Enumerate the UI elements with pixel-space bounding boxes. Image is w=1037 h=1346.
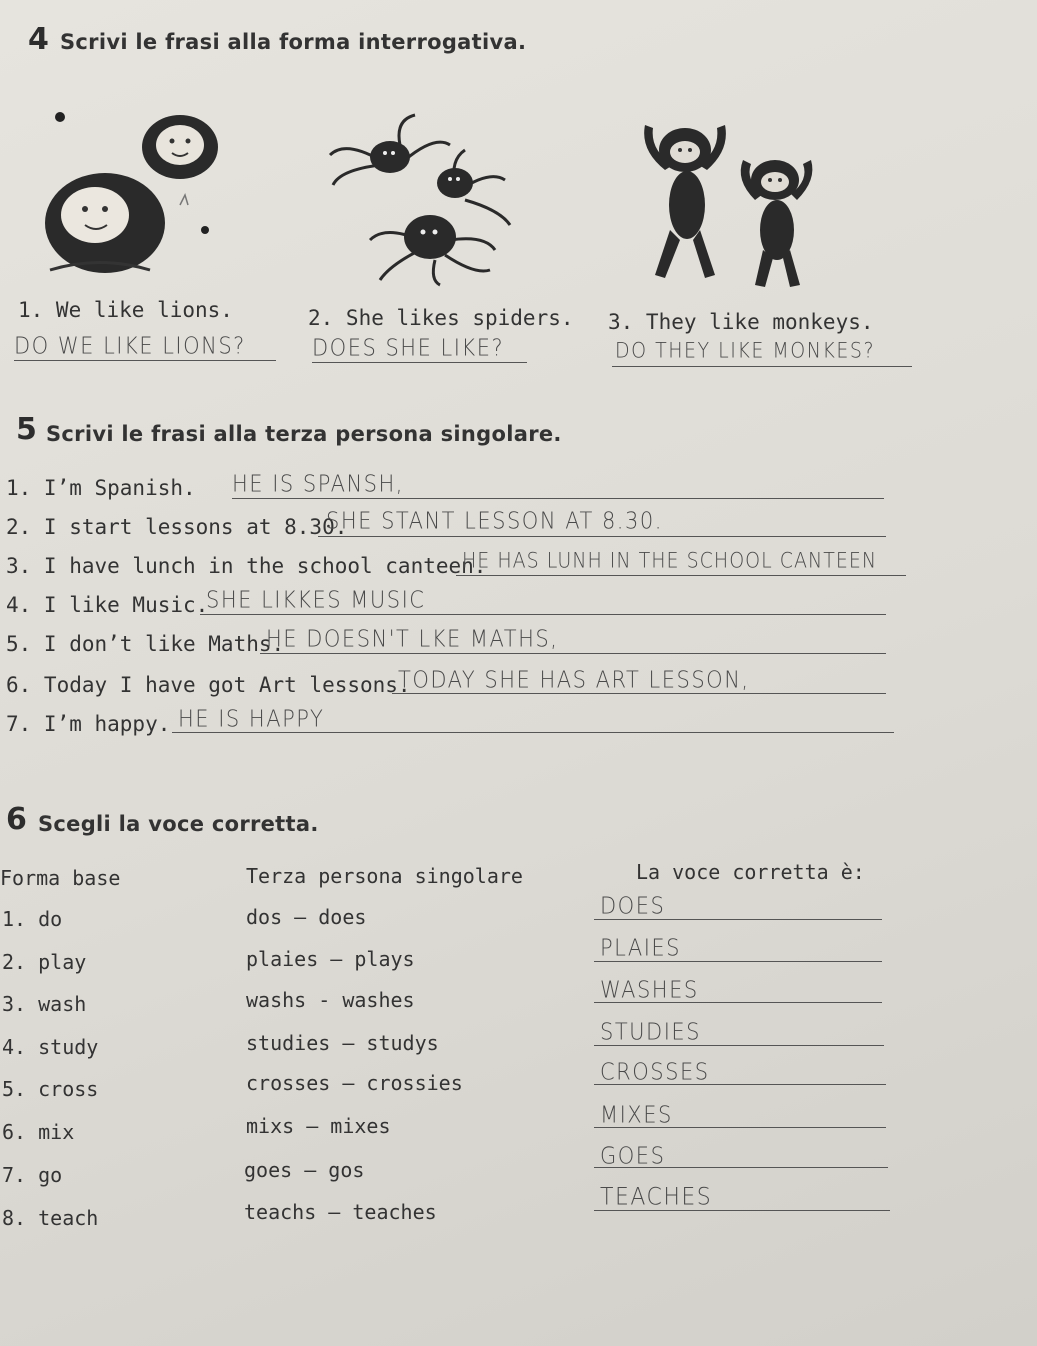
ex5-prompt-4: 4. I like Music.	[6, 593, 209, 617]
ex6-answer-6[interactable]: MIXES	[600, 1101, 673, 1129]
ex6-answer-3[interactable]: WASHES	[600, 976, 699, 1004]
options: dos – does	[246, 905, 367, 929]
ex5-answer-1[interactable]: HE IS SPANSH,	[232, 470, 404, 498]
options: mixs – mixes	[246, 1114, 391, 1138]
ex4-prompt-1: 1. We like lions.	[18, 298, 233, 322]
options: teachs – teaches	[244, 1200, 437, 1224]
ex4-answer-1[interactable]: DO WE LIKE LIONS?	[14, 332, 246, 360]
column-header-answer: La voce corretta è:	[636, 860, 865, 884]
ex5-answer-4[interactable]: SHE LIKKES MUSIC	[206, 586, 426, 614]
ex6-answer-5[interactable]: CROSSES	[600, 1058, 710, 1086]
ex5-answer-7[interactable]: HE IS HAPPY	[178, 705, 325, 733]
ex4-answer-2[interactable]: DOES SHE LIKE?	[312, 334, 505, 362]
ex6-answer-7[interactable]: GOES	[600, 1142, 666, 1170]
base-form: 7. go	[2, 1163, 63, 1187]
base-form: 5. cross	[2, 1077, 99, 1101]
ex5-answer-3[interactable]: HE HAS LUNH IN THE SCHOOL CANTEEN	[462, 548, 878, 574]
ex5-answer-5[interactable]: HE DOESN'T LKE MATHS,	[266, 625, 559, 653]
ex5-prompt-3: 3. I have lunch in the school canteen.	[6, 554, 487, 578]
options: washs - washes	[246, 988, 415, 1012]
ex4-prompt-3: 3. They like monkeys.	[608, 310, 874, 334]
ex4-prompt-2: 2. She likes spiders.	[308, 306, 574, 330]
exercise-number: 4	[28, 22, 49, 57]
column-header-base: Forma base	[0, 866, 121, 890]
column-header-third-person: Terza persona singolare	[246, 864, 523, 888]
exercise-title: Scrivi le frasi alla terza persona singolare.	[46, 422, 562, 446]
base-form: 3. wash	[2, 992, 87, 1016]
options: crosses – crossies	[246, 1071, 463, 1095]
options: plaies – plays	[246, 947, 415, 971]
exercise-title: Scegli la voce corretta.	[38, 812, 319, 836]
base-form: 6. mix	[2, 1120, 75, 1144]
ex4-answer-3[interactable]: DO THEY LIKE MONKES?	[615, 338, 876, 364]
base-form: 8. teach	[2, 1206, 99, 1230]
lions-illustration	[30, 105, 260, 285]
ex6-answer-8[interactable]: TEACHES	[600, 1183, 713, 1212]
exercise-number: 5	[16, 412, 37, 447]
ex6-answer-2[interactable]: PLAIES	[600, 934, 682, 962]
ex5-prompt-2: 2. I start lessons at 8.30.	[6, 515, 348, 539]
options: goes – gos	[244, 1158, 365, 1182]
ex5-prompt-6: 6. Today I have got Art lessons.	[6, 673, 411, 697]
spiders-illustration	[325, 115, 525, 285]
monkeys-illustration	[625, 110, 845, 290]
ex5-prompt-1: 1. I’m Spanish.	[6, 476, 196, 500]
base-form: 2. play	[2, 950, 87, 974]
options: studies – studys	[246, 1031, 439, 1055]
base-form: 4. study	[2, 1035, 99, 1059]
ex6-answer-1[interactable]: DOES	[600, 892, 666, 920]
base-form: 1. do	[2, 907, 63, 931]
ex5-prompt-7: 7. I’m happy.	[6, 712, 171, 736]
ex5-answer-2[interactable]: SHE STANT LESSON AT 8.30.	[326, 507, 663, 535]
exercise-title: Scrivi le frasi alla forma interrogativa.	[60, 30, 527, 54]
ex5-answer-6[interactable]: TODAY SHE HAS ART LESSON,	[398, 666, 750, 694]
ex5-prompt-5: 5. I don’t like Maths.	[6, 632, 285, 656]
ex6-answer-4[interactable]: STUDIES	[600, 1018, 701, 1046]
exercise-number: 6	[6, 802, 27, 837]
